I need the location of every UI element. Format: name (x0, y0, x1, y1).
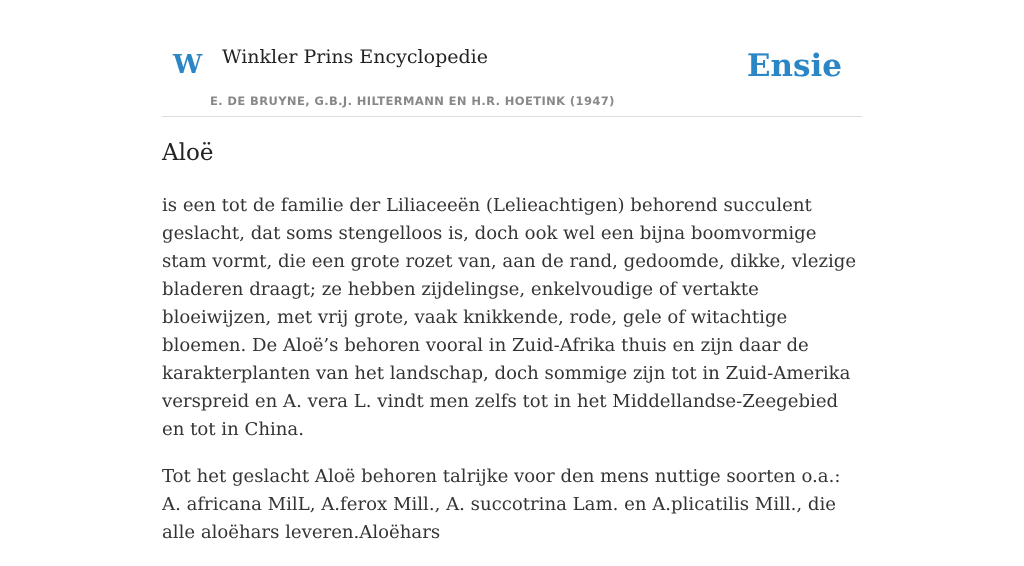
article-body (162, 192, 862, 566)
authors-line: E. DE BRUYNE, G.B.J. HILTERMANN EN H.R. HOETINK (1947) (210, 94, 615, 108)
encyclopedia-title[interactable]: Winkler Prins Encyclopedie (222, 46, 488, 68)
site-header (162, 0, 862, 117)
article-paragraph: is een tot de familie der Liliaceeën (Lelieachtigen) behorend succulent geslacht, dat soms stengelloos is, doch ook wel een bijna boomvormige stam vormt, die een grote rozet van, aan de rand, gedoomde, dikke, vlezige bladeren draagt; ze hebben zijdelingse, enkelvoudige of vertakte bloeiwijzen, met vrij grote, vaak knikkende, rode, gele of witachtige bloemen. De Aloë’s behoren vooral in Zuid-Afrika thuis en zijn daar de karakterplanten van het landschap, doch sommige zijn tot in Zuid-Amerika verspreid en A. vera L. vindt men zelfs tot in het Middellandse-Zeegebied en tot in China. (162, 195, 857, 440)
article-title: Aloë (162, 140, 214, 166)
article-paragraph: Tot het geslacht Aloë behoren talrijke voor den mens nuttige soorten o.a.: A. africana MilL, A.ferox Mill., A. succotrina Lam. en A.plicatilis Mill., die alle aloëhars leveren.Aloëhars (162, 466, 841, 543)
ensie-logo[interactable]: Ensie (746, 48, 842, 84)
wp-logo[interactable]: W (173, 50, 203, 80)
